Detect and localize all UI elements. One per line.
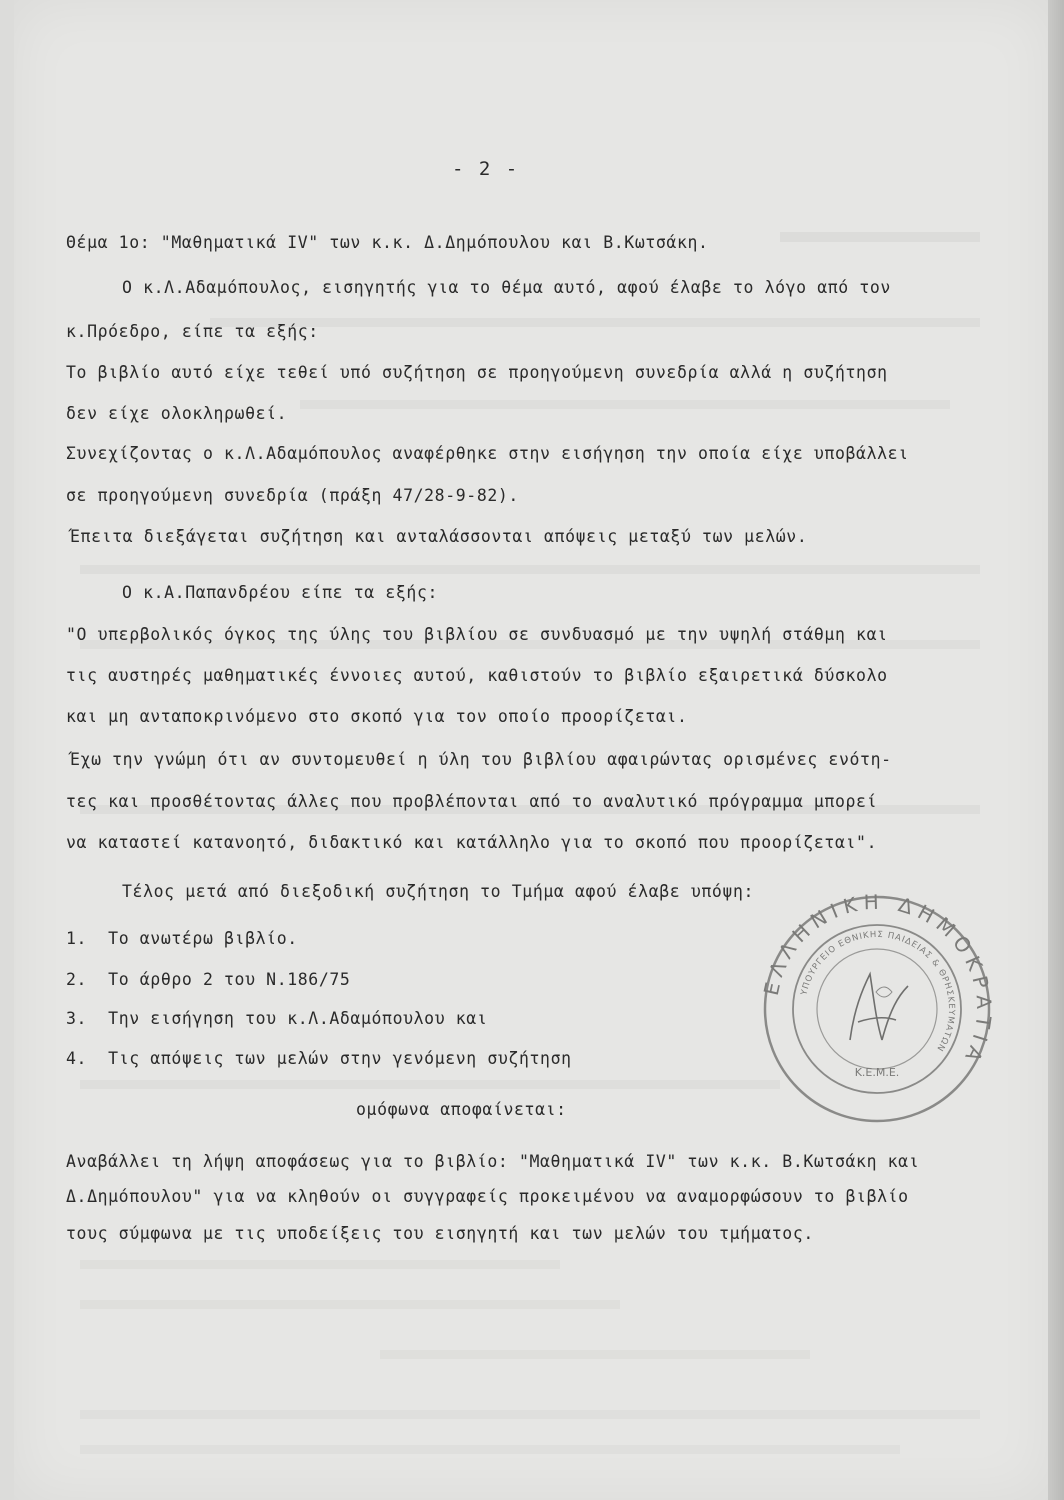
list-number: 4.	[66, 1049, 88, 1068]
paragraph-line: Το βιβλίο αυτό είχε τεθεί υπό συζήτηση σε προηγούμενη συνεδρία αλλά η συζήτηση	[66, 363, 888, 382]
verdict-heading: ομόφωνα αποφαίνεται:	[356, 1100, 567, 1119]
quote-line: τις αυστηρές μαθηματικές έννοιες αυτού, καθιστούν το βιβλίο εξαιρετικά δύσκολο	[66, 666, 888, 685]
page-edge	[1048, 0, 1064, 1500]
svg-text:Κ.Ε.Μ.Ε.: Κ.Ε.Μ.Ε.	[854, 1066, 900, 1079]
list-text: Το άρθρο 2 του Ν.186/75	[108, 970, 351, 989]
quote-line: τες και προσθέτοντας άλλες που προβλέπονται από το αναλυτικό πρόγραμμα μπορεί	[66, 792, 878, 811]
list-number: 2.	[66, 970, 88, 989]
quote-line: να καταστεί κατανοητό, διδακτικό και κατάλληλο για το σκοπό που προορίζεται".	[66, 833, 878, 852]
decision-line: τους σύμφωνα με τις υποδείξεις του εισηγητή και των μελών του τμήματος.	[66, 1224, 814, 1243]
subject-line: Θέμα 1ο: "Μαθηματικά ΙV" των κ.κ. Δ.Δημόπουλου και Β.Κωτσάκη.	[66, 233, 709, 252]
paragraph-line: Συνεχίζοντας ο κ.Λ.Αδαμόπουλος αναφέρθηκε στην εισήγηση την οποία είχε υποβάλλει	[66, 444, 909, 463]
official-stamp	[758, 890, 996, 1128]
list-text: Το ανωτέρω βιβλίο.	[108, 929, 298, 948]
paragraph-line: δεν είχε ολοκληρωθεί.	[66, 404, 288, 423]
list-item	[66, 1009, 487, 1028]
list-item	[66, 929, 298, 948]
page-number: - 2 -	[452, 158, 520, 180]
quote-line: "O υπερβολικός όγκος της ύλης του βιβλίου σε συνδυασμό με την υψηλή στάθμη και	[66, 625, 888, 644]
paragraph-line: κ.Πρόεδρο, είπε τα εξής:	[66, 322, 319, 341]
svg-text:ΥΠΟΥΡΓΕΙΟ ΕΘΝΙΚΗΣ ΠΑΙΔΕΙΑΣ & Θ: ΥΠΟΥΡΓΕΙΟ ΕΘΝΙΚΗΣ ΠΑΙΔΕΙΑΣ & ΘΡΗΣΚΕΥΜΑΤΩΝ	[799, 929, 957, 1054]
paragraph-line: O κ.Λ.Αδαμόπουλος, εισηγητής για το θέμα αυτό, αφού έλαβε το λόγο από τον	[122, 278, 891, 297]
list-item	[66, 1049, 572, 1068]
list-item	[66, 970, 350, 989]
list-text: Τις απόψεις των μελών στην γενόμενη συζήτηση	[108, 1049, 572, 1068]
list-number: 3.	[66, 1009, 88, 1028]
list-number: 1.	[66, 929, 88, 948]
svg-text:ΕΛΛΗΝΙΚΗ ΔΗΜΟΚΡΑΤΙΑ: ΕΛΛΗΝΙΚΗ ΔΗΜΟΚΡΑΤΙΑ	[758, 890, 996, 1071]
paragraph-line: O κ.Α.Παπανδρέου είπε τα εξής:	[122, 583, 439, 602]
quote-line: και μη ανταποκρινόμενο στο σκοπό για τον οποίο προορίζεται.	[66, 707, 688, 726]
paragraph-line: Τέλος μετά από διεξοδική συζήτηση το Τμήμα αφού έλαβε υπόψη:	[122, 882, 755, 901]
decision-line: Αναβάλλει τη λήψη αποφάσεως για το βιβλίο: "Μαθηματικά ΙV" των κ.κ. Β.Κωτσάκη και	[66, 1152, 920, 1171]
list-text: Την εισήγηση του κ.Λ.Αδαμόπουλου και	[108, 1009, 488, 1028]
paragraph-line: σε προηγούμενη συνεδρία (πράξη 47/28-9-82).	[66, 486, 519, 505]
quote-line: Έχω την γνώμη ότι αν συντομευθεί η ύλη του βιβλίου αφαιρώντας ορισμένες ενότη-	[70, 750, 892, 769]
paragraph-line: Έπειτα διεξάγεται συζήτηση και ανταλάσσονται απόψεις μεταξύ των μελών.	[70, 527, 808, 546]
decision-line: Δ.Δημόπουλου" για να κληθούν οι συγγραφείς προκειμένου να αναμορφώσουν το βιβλίο	[66, 1187, 909, 1206]
